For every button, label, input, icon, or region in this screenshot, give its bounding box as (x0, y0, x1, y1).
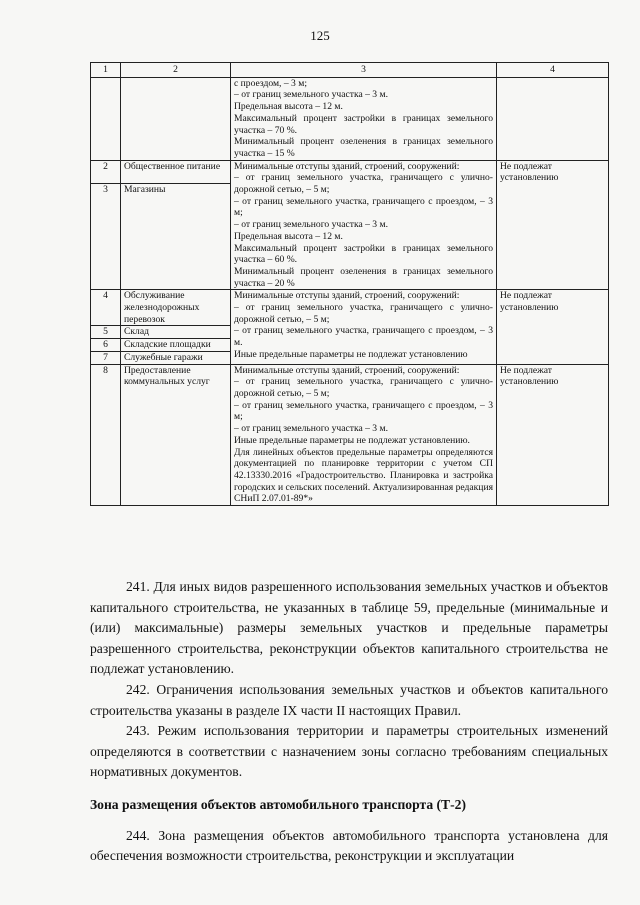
table-row (91, 364, 609, 505)
param-line: – от границ земельного участка, граничащего с проездом, – 3 м; (234, 195, 493, 219)
row-name: Магазины (121, 184, 231, 290)
params-cell (231, 290, 497, 364)
param-line: – от границ земельного участка, граничащего с проездом, – 3 м; (234, 399, 493, 423)
header-cell: 1 (91, 63, 121, 78)
page-number: 125 (310, 28, 330, 43)
param-line: с проездом, – 3 м; (234, 77, 307, 89)
param-line: Предельная высота – 12 м. (234, 101, 343, 113)
params-cell (231, 77, 497, 160)
header-cell: 4 (497, 63, 609, 78)
param-line: Иные предельные параметры не подлежат установлению. (234, 434, 470, 446)
note-cell: Не подлежат установлению (497, 364, 609, 505)
header-cell: 3 (231, 63, 497, 78)
param-line: – от границ земельного участка – 3 м. (234, 89, 388, 101)
param-line: – от границ земельного участка, граничащего с улично-дорожной сетью, – 5 м; (234, 172, 493, 196)
body-text (90, 577, 608, 867)
row-number: 2 (91, 160, 121, 184)
note-cell: Не подлежат установлению (497, 290, 609, 364)
param-line: – от границ земельного участка, граничащего с проездом, – 3 м. (234, 325, 493, 349)
row-number: 4 (91, 290, 121, 326)
param-line: – от границ земельного участка – 3 м. (234, 423, 388, 435)
table-row (91, 160, 609, 184)
row-name: Обслуживание железнодорожных перевозок (121, 290, 231, 326)
param-line: – от границ земельного участка, граничащего с улично-дорожной сетью, – 5 м; (234, 302, 493, 325)
param-line: – от границ земельного участка, граничащего с улично-дорожной сетью, – 5 м; (234, 376, 493, 399)
paragraph-244: 244. Зона размещения объектов автомобильного транспорта установлена для обеспечения возможности строительства, реконструкции и эксплуатации (90, 827, 608, 864)
note-cell: Не подлежат установлению (497, 160, 609, 290)
table-row-continuation (91, 77, 609, 160)
param-line: Минимальный процент озеленения в границах земельного участка – 15 % (234, 136, 493, 159)
paragraph-242: 242. Ограничения использования земельных участков и объектов капитального строительства указаны в разделе IX части II настоящих Правил. (90, 681, 608, 718)
section-title: Зона размещения объектов автомобильного транспорта (Т-2) (90, 796, 466, 812)
params-cell (231, 160, 497, 290)
row-number: 3 (91, 184, 121, 290)
param-line: Минимальные отступы зданий, строений, сооружений: (234, 290, 460, 302)
row-name: Предоставление коммунальных услуг (121, 364, 231, 505)
row-number: 6 (91, 339, 121, 352)
param-line: Максимальный процент застройки в границах земельного участка – 70 %. (234, 112, 493, 136)
param-line: Максимальный процент застройки в границах земельного участка – 60 %. (234, 242, 493, 266)
param-line: Предельная высота – 12 м. (234, 230, 343, 242)
row-number: 5 (91, 326, 121, 339)
paragraph-241: 241. Для иных видов разрешенного использования земельных участков и объектов капитального строительства, не указанных в таблице 59, предельные (минимальные и (или) максимальные) размеры земельных участков и предельные параметры разрешенного строительства, реконструкции объектов капитального строительства не подлежат установлению. (90, 579, 608, 677)
number-cell (91, 77, 121, 160)
note-cell (497, 77, 609, 160)
param-line: Минимальный процент озеленения в границах земельного участка – 20 % (234, 265, 493, 289)
name-cell (121, 77, 231, 160)
row-name: Складские площадки (121, 339, 231, 352)
row-number: 8 (91, 364, 121, 505)
table-row (91, 290, 609, 326)
param-line: Для линейных объектов предельные параметры определяются документацией по планировке территории с учетом СП 42.13330.2016 «Градостроительство. Планировка и застройка городских и сельских поселений. Актуализированная редакция СНиП 2.07.01-89*» (234, 446, 493, 505)
regulation-table (90, 62, 609, 506)
row-number: 7 (91, 351, 121, 364)
param-line: Минимальные отступы зданий, строений, сооружений: (234, 364, 460, 376)
table-header-row (91, 63, 609, 78)
header-cell: 2 (121, 63, 231, 78)
row-name: Склад (121, 326, 231, 339)
params-cell (231, 364, 497, 505)
paragraph-243: 243. Режим использования территории и параметры строительных изменений определяются в соответствии с назначением зоны согласно требованиям специальных нормативных документов. (90, 723, 608, 780)
param-line: – от границ земельного участка – 3 м. (234, 219, 388, 231)
param-line: Иные предельные параметры не подлежат установлению (234, 348, 468, 360)
param-line: Минимальные отступы зданий, строений, сооружений: (234, 160, 460, 172)
row-name: Служебные гаражи (121, 351, 231, 364)
row-name: Общественное питание (121, 160, 231, 184)
